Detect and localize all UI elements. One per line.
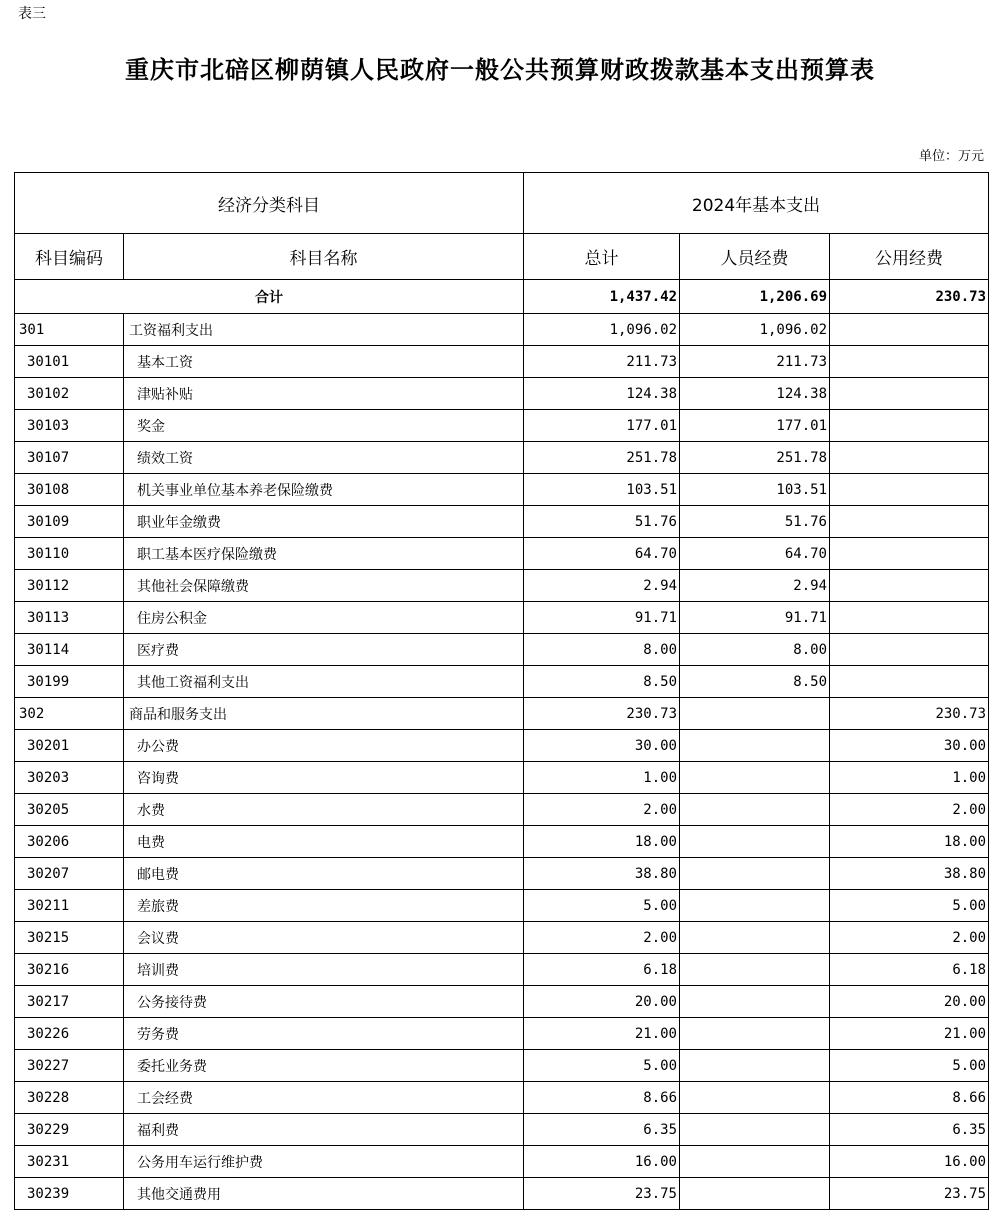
row-name: 邮电费 — [124, 858, 524, 890]
row-public — [830, 506, 989, 538]
table-row — [15, 602, 989, 634]
row-name: 咨询费 — [124, 762, 524, 794]
row-code: 30102 — [15, 378, 124, 410]
row-public — [830, 314, 989, 346]
row-total: 6.18 — [524, 954, 680, 986]
row-total: 1,096.02 — [524, 314, 680, 346]
row-code: 30217 — [15, 986, 124, 1018]
row-name: 电费 — [124, 826, 524, 858]
row-code: 30203 — [15, 762, 124, 794]
row-name: 水费 — [124, 794, 524, 826]
header-code: 科目编码 — [15, 234, 124, 280]
unit-label: 单位：万元 — [918, 149, 984, 164]
row-code: 30114 — [15, 634, 124, 666]
table-row — [15, 346, 989, 378]
row-public — [830, 634, 989, 666]
row-personnel: 91.71 — [680, 602, 830, 634]
row-total: 251.78 — [524, 442, 680, 474]
row-personnel — [680, 954, 830, 986]
row-name: 其他工资福利支出 — [124, 666, 524, 698]
row-total: 8.66 — [524, 1082, 680, 1114]
row-personnel: 51.76 — [680, 506, 830, 538]
row-code: 302 — [15, 698, 124, 730]
row-public: 1.00 — [830, 762, 989, 794]
row-personnel: 124.38 — [680, 378, 830, 410]
row-public: 8.66 — [830, 1082, 989, 1114]
row-public — [830, 410, 989, 442]
row-code: 30110 — [15, 538, 124, 570]
row-code: 30227 — [15, 1050, 124, 1082]
row-code: 30228 — [15, 1082, 124, 1114]
row-total: 124.38 — [524, 378, 680, 410]
table-row — [15, 474, 989, 506]
row-code: 30205 — [15, 794, 124, 826]
row-name: 医疗费 — [124, 634, 524, 666]
row-code: 30215 — [15, 922, 124, 954]
header-year-group: 2024年基本支出 — [524, 173, 989, 234]
row-total: 8.50 — [524, 666, 680, 698]
row-code: 30113 — [15, 602, 124, 634]
row-total: 211.73 — [524, 346, 680, 378]
row-total: 16.00 — [524, 1146, 680, 1178]
row-personnel — [680, 986, 830, 1018]
row-name: 会议费 — [124, 922, 524, 954]
row-personnel: 177.01 — [680, 410, 830, 442]
row-name: 办公费 — [124, 730, 524, 762]
total-row — [15, 280, 989, 314]
row-public: 16.00 — [830, 1146, 989, 1178]
table-row — [15, 1082, 989, 1114]
row-personnel: 64.70 — [680, 538, 830, 570]
row-public: 5.00 — [830, 890, 989, 922]
row-code: 30108 — [15, 474, 124, 506]
table-row — [15, 378, 989, 410]
row-personnel — [680, 1146, 830, 1178]
row-total: 177.01 — [524, 410, 680, 442]
row-public: 38.80 — [830, 858, 989, 890]
row-name: 福利费 — [124, 1114, 524, 1146]
header-public: 公用经费 — [830, 234, 989, 280]
row-code: 30226 — [15, 1018, 124, 1050]
row-public: 2.00 — [830, 794, 989, 826]
table-row — [15, 314, 989, 346]
row-public — [830, 666, 989, 698]
row-name: 工资福利支出 — [124, 314, 524, 346]
table-number-label: 表三 — [18, 6, 46, 22]
header-row-columns — [15, 234, 989, 280]
row-personnel: 8.00 — [680, 634, 830, 666]
header-classification: 经济分类科目 — [15, 173, 524, 234]
row-code: 30101 — [15, 346, 124, 378]
row-name: 委托业务费 — [124, 1050, 524, 1082]
row-total: 23.75 — [524, 1178, 680, 1210]
row-public — [830, 538, 989, 570]
row-name: 机关事业单位基本养老保险缴费 — [124, 474, 524, 506]
row-public: 230.73 — [830, 698, 989, 730]
row-total: 5.00 — [524, 890, 680, 922]
table-row — [15, 570, 989, 602]
row-total: 103.51 — [524, 474, 680, 506]
row-personnel — [680, 698, 830, 730]
row-personnel — [680, 794, 830, 826]
total-total: 1,437.42 — [524, 280, 680, 314]
row-code: 30207 — [15, 858, 124, 890]
table-row — [15, 954, 989, 986]
row-personnel — [680, 1082, 830, 1114]
table-row — [15, 858, 989, 890]
table-row — [15, 826, 989, 858]
row-code: 30201 — [15, 730, 124, 762]
row-public: 6.35 — [830, 1114, 989, 1146]
row-code: 30112 — [15, 570, 124, 602]
row-total: 18.00 — [524, 826, 680, 858]
row-code: 30211 — [15, 890, 124, 922]
row-personnel: 1,096.02 — [680, 314, 830, 346]
row-code: 30199 — [15, 666, 124, 698]
row-total: 2.00 — [524, 922, 680, 954]
row-total: 30.00 — [524, 730, 680, 762]
row-total: 51.76 — [524, 506, 680, 538]
row-public — [830, 474, 989, 506]
total-label: 合计 — [15, 280, 524, 314]
table-row — [15, 890, 989, 922]
table-row — [15, 442, 989, 474]
row-public — [830, 602, 989, 634]
row-personnel: 251.78 — [680, 442, 830, 474]
row-name: 津贴补贴 — [124, 378, 524, 410]
row-total: 2.94 — [524, 570, 680, 602]
total-public: 230.73 — [830, 280, 989, 314]
row-personnel — [680, 1018, 830, 1050]
row-total: 91.71 — [524, 602, 680, 634]
row-personnel — [680, 826, 830, 858]
row-code: 30107 — [15, 442, 124, 474]
table-row — [15, 762, 989, 794]
row-name: 公务接待费 — [124, 986, 524, 1018]
row-name: 商品和服务支出 — [124, 698, 524, 730]
row-total: 20.00 — [524, 986, 680, 1018]
total-personnel: 1,206.69 — [680, 280, 830, 314]
table-row — [15, 666, 989, 698]
row-total: 2.00 — [524, 794, 680, 826]
row-name: 其他社会保障缴费 — [124, 570, 524, 602]
table-row — [15, 538, 989, 570]
row-public — [830, 570, 989, 602]
row-public: 5.00 — [830, 1050, 989, 1082]
row-name: 培训费 — [124, 954, 524, 986]
row-public: 30.00 — [830, 730, 989, 762]
row-name: 差旅费 — [124, 890, 524, 922]
table-row — [15, 794, 989, 826]
table-row — [15, 986, 989, 1018]
row-code: 30103 — [15, 410, 124, 442]
row-total: 64.70 — [524, 538, 680, 570]
row-code: 30229 — [15, 1114, 124, 1146]
row-name: 绩效工资 — [124, 442, 524, 474]
row-code: 301 — [15, 314, 124, 346]
table-row — [15, 922, 989, 954]
row-personnel — [680, 1114, 830, 1146]
row-personnel: 8.50 — [680, 666, 830, 698]
table-row — [15, 1050, 989, 1082]
row-public: 2.00 — [830, 922, 989, 954]
header-row-group — [15, 173, 989, 234]
row-name: 劳务费 — [124, 1018, 524, 1050]
row-name: 基本工资 — [124, 346, 524, 378]
row-name: 职工基本医疗保险缴费 — [124, 538, 524, 570]
row-public — [830, 378, 989, 410]
row-personnel: 2.94 — [680, 570, 830, 602]
row-personnel — [680, 1178, 830, 1210]
row-personnel: 103.51 — [680, 474, 830, 506]
row-personnel — [680, 1050, 830, 1082]
row-code: 30216 — [15, 954, 124, 986]
row-name: 住房公积金 — [124, 602, 524, 634]
row-public — [830, 442, 989, 474]
table-row — [15, 634, 989, 666]
table-row — [15, 1018, 989, 1050]
row-public: 21.00 — [830, 1018, 989, 1050]
table-row — [15, 1146, 989, 1178]
document-title: 重庆市北碚区柳荫镇人民政府一般公共预算财政拨款基本支出预算表 — [125, 55, 875, 84]
header-personnel: 人员经费 — [680, 234, 830, 280]
row-total: 5.00 — [524, 1050, 680, 1082]
table-row — [15, 730, 989, 762]
table-row — [15, 1114, 989, 1146]
row-personnel — [680, 858, 830, 890]
row-name: 奖金 — [124, 410, 524, 442]
row-total: 1.00 — [524, 762, 680, 794]
row-code: 30109 — [15, 506, 124, 538]
row-name: 职业年金缴费 — [124, 506, 524, 538]
row-name: 其他交通费用 — [124, 1178, 524, 1210]
budget-table — [14, 172, 989, 1210]
row-code: 30206 — [15, 826, 124, 858]
row-code: 30231 — [15, 1146, 124, 1178]
header-name: 科目名称 — [124, 234, 524, 280]
row-total: 21.00 — [524, 1018, 680, 1050]
table-row — [15, 698, 989, 730]
row-public: 20.00 — [830, 986, 989, 1018]
row-total: 8.00 — [524, 634, 680, 666]
row-public: 23.75 — [830, 1178, 989, 1210]
row-public: 18.00 — [830, 826, 989, 858]
row-name: 工会经费 — [124, 1082, 524, 1114]
row-total: 38.80 — [524, 858, 680, 890]
row-total: 6.35 — [524, 1114, 680, 1146]
row-personnel: 211.73 — [680, 346, 830, 378]
table-row — [15, 410, 989, 442]
table-row — [15, 506, 989, 538]
row-personnel — [680, 922, 830, 954]
header-total: 总计 — [524, 234, 680, 280]
row-personnel — [680, 762, 830, 794]
row-code: 30239 — [15, 1178, 124, 1210]
row-personnel — [680, 890, 830, 922]
row-public — [830, 346, 989, 378]
table-row — [15, 1178, 989, 1210]
row-total: 230.73 — [524, 698, 680, 730]
row-personnel — [680, 730, 830, 762]
row-public: 6.18 — [830, 954, 989, 986]
row-name: 公务用车运行维护费 — [124, 1146, 524, 1178]
